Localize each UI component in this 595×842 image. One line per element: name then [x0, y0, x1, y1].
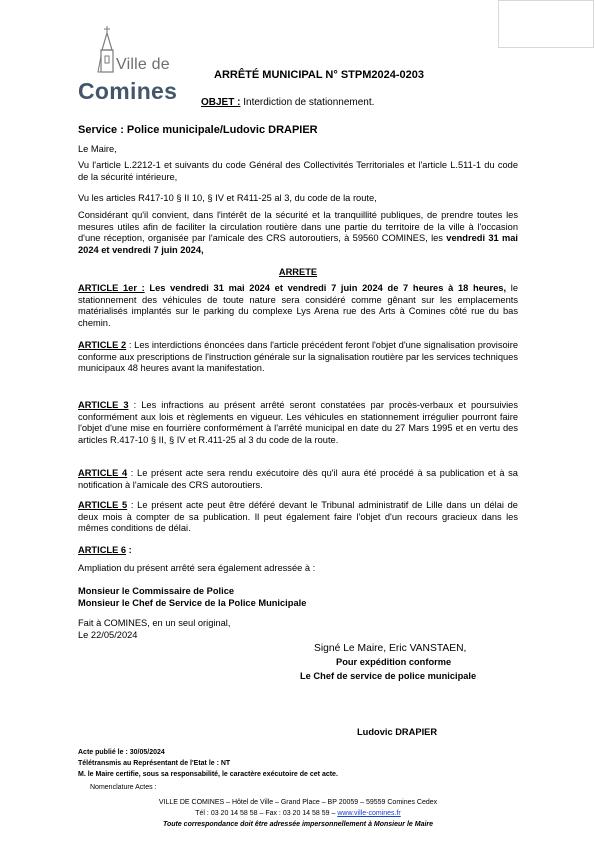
decree-title: ARRÊTÉ MUNICIPAL N° STPM2024-0203: [214, 69, 424, 81]
signature-name: Ludovic DRAPIER: [357, 727, 438, 737]
article-2: [78, 340, 518, 375]
footer-contact: [78, 810, 518, 817]
article-5: [78, 500, 518, 535]
objet-label: OBJET :: [201, 97, 241, 108]
signature-pour: Pour expédition conforme: [336, 657, 452, 667]
objet-line: [201, 97, 374, 108]
considerant-dates: vendredi 31 mai 2024 et vendredi 7 juin 2024,: [78, 233, 519, 255]
article-4-text: : Le présent acte sera rendu exécutoire dès qu'il aura été procédé à sa publication et à sa notification à l'amicale des CRS autoroutiers.: [78, 468, 518, 490]
footer-certifie: M. le Maire certifie, sous sa responsabilité, le caractère exécutoire de cet acte.: [78, 771, 338, 778]
signature-chef: Le Chef de service de police municipale: [300, 671, 477, 681]
article-3-text: : Les infractions au présent arrêté seront constatées par procès-verbaux et poursuivies conformément aux lois et règlements en vigueur. Les véhicules en stationnement irrégulier pourront faire l'objet d'une mise en fourrière conformément à l'arrêté municipal en date du 27 Mars 1995 et en vertu des articles R.417-10 § II, § IV et R.411-25 al 3 du code de la route.: [78, 400, 518, 445]
article-1-label: ARTICLE 1er :: [78, 283, 145, 293]
fait-a-line: Fait à COMINES, en un seul original,: [78, 618, 231, 628]
logo-comines-text: Comines: [78, 78, 178, 104]
article-3-label: ARTICLE 3: [78, 400, 129, 410]
recipient-2: Monsieur le Chef de Service de la Police Municipale: [78, 598, 307, 608]
article-5-label: ARTICLE 5: [78, 500, 128, 510]
article-3: [78, 400, 518, 446]
footer-nomenclature: Nomenclature Actes :: [90, 784, 157, 791]
arrete-heading: [78, 267, 518, 279]
objet-text: Interdiction de stationnement.: [240, 97, 375, 108]
vu-paragraph-1: Vu l'article L.2212-1 et suivants du code Général des Collectivités Territoriales et l'article L.511-1 du code de la sécurité intérieure,: [78, 160, 518, 182]
article-6-label: ARTICLE 6: [78, 545, 127, 555]
article-4-label: ARTICLE 4: [78, 468, 128, 478]
date-line: Le 22/05/2024: [78, 630, 138, 640]
le-maire: Le Maire,: [78, 144, 117, 154]
footer-notice: Toute correspondance doit être adressée impersonnellement à Monsieur le Maire: [162, 821, 434, 828]
article-1-text: le stationnement des véhicules de toute nature sera considéré comme gênant sur les emplacements matérialisés implantés sur le parking du complexe Lys Arena rue des Arts à Comines côté rue du bas chemin.: [78, 283, 518, 328]
article-6-text: :: [126, 545, 132, 555]
signature-mayor: Signé Le Maire, Eric VANSTAEN,: [314, 643, 467, 654]
article-2-label: ARTICLE 2: [78, 340, 127, 350]
comines-logo: [78, 26, 196, 106]
vu-paragraph-2: Vu les articles R417-10 § II 10, § IV et R411-25 al 3, du code de la route,: [78, 193, 377, 203]
article-1-dates: Les vendredi 31 mai 2024 et vendredi 7 juin 2024 de 7 heures à 18 heures,: [144, 283, 507, 293]
arrete-label: ARRETE: [278, 267, 318, 277]
article-4: [78, 468, 518, 491]
footer-address: VILLE DE COMINES – Hôtel de Ville – Grand Place – BP 20059 – 59559 Comines Cedex: [158, 799, 438, 806]
church-icon: [96, 26, 118, 74]
considerant-paragraph: [78, 210, 518, 256]
footer-tel: Tél : 03 20 14 58 58 – Fax : 03 20 14 58 59 –: [195, 810, 338, 817]
considerant-text: Considérant qu'il convient, dans l'intérêt de la sécurité et la tranquillité publiques, de prendre toutes les mesures utiles afin de faciliter la circulation routière dans une partie du territoire de la ville à l'occasion d'une réception, organisée par l'amicale des CRS autoroutiers, à 59560 COMINES, les: [78, 210, 518, 244]
footer-publie: Acte publié le : 30/05/2024: [78, 749, 165, 756]
ampliation-line: Ampliation du présent arrêté sera également adressée à :: [78, 563, 316, 573]
logo-ville-text: Ville de: [116, 56, 170, 73]
article-5-text: : Le présent acte peut être déféré devant le Tribunal administratif de Lille dans un délai de deux mois à compter de sa publication. Il peut également faire l'objet d'un recours gracieux dans les mêmes conditions de délai.: [78, 500, 518, 534]
article-6: [78, 545, 518, 557]
website-link[interactable]: www.ville-comines.fr: [337, 810, 401, 817]
recipient-1: Monsieur le Commissaire de Police: [78, 586, 235, 596]
article-2-text: : Les interdictions énoncées dans l'article précédent feront l'objet d'une signalisation provisoire conforme aux prescriptions de l'instruction générale sur la signalisation routière par les services techniques municipaux 48 heures avant la manifestation.: [78, 340, 518, 374]
stamp-box: [498, 0, 594, 48]
footer-teletransmis: Télétransmis au Représentant de l'Etat le : NT: [78, 760, 231, 767]
service-line: Service : Police municipale/Ludovic DRAPIER: [78, 124, 318, 136]
article-1: [78, 283, 518, 329]
